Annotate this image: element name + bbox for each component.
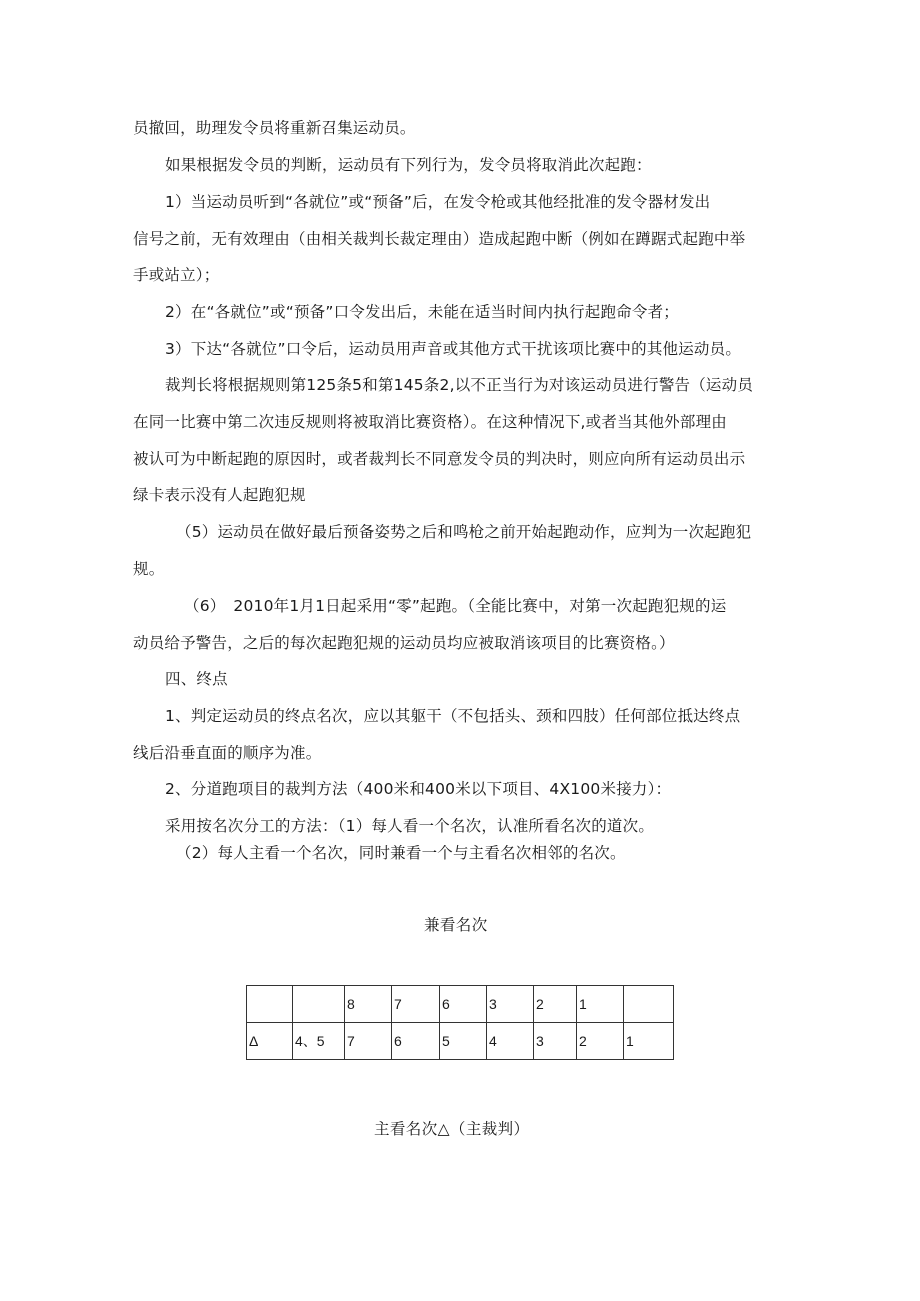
paragraph-line: 动员给予警告，之后的每次起跑犯规的运动员均应被取消该项目的比赛资格。） xyxy=(133,634,675,652)
paragraph-line: 手或站立）； xyxy=(133,266,220,284)
paragraph-line: 规。 xyxy=(133,560,165,578)
paragraph-line: 被认可为中断起跑的原因时，或者裁判长不同意发令员的判决时，则应向所有运动员出示 xyxy=(133,450,746,468)
table-cell: 3 xyxy=(534,1023,577,1060)
paragraph-line: 线后沿垂直面的顺序为准。 xyxy=(133,744,322,762)
paragraph-line: 裁判长将根据规则第125条5和第145条2,以不正当行为对该运动员进行警告（运动员 xyxy=(165,376,754,394)
paragraph-line: （2）每人主看一个名次，同时兼看一个与主看名次相邻的名次。 xyxy=(176,844,626,862)
table-cell: 2 xyxy=(534,986,577,1023)
table-cell: 4 xyxy=(487,1023,534,1060)
placement-table xyxy=(246,985,674,1060)
paragraph-line: （5）运动员在做好最后预备姿势之后和鸣枪之前开始起跑动作，应判为一次起跑犯 xyxy=(176,523,752,541)
table-cell: 2 xyxy=(577,1023,624,1060)
figure-bottom-caption: 主看名次△（主裁判） xyxy=(374,1120,530,1138)
table-cell: 3 xyxy=(487,986,534,1023)
paragraph-line: 员撤回，助理发令员将重新召集运动员。 xyxy=(133,119,416,137)
table-row xyxy=(247,986,674,1023)
table-cell: 1 xyxy=(577,986,624,1023)
paragraph-line: 信号之前，无有效理由（由相关裁判长裁定理由）造成起跑中断（例如在蹲踞式起跑中举 xyxy=(133,230,746,248)
table-cell xyxy=(247,986,293,1023)
paragraph-line: （6） 2010年1月1日起采用“零”起跑。（全能比赛中，对第一次起跑犯规的运 xyxy=(184,597,727,615)
paragraph-line: 1）当运动员听到“各就位”或“预备”后，在发令枪或其他经批准的发令器材发出 xyxy=(165,193,711,211)
section-heading: 四、终点 xyxy=(165,670,228,688)
paragraph-line: 3）下达“各就位”口令后，运动员用声音或其他方式干扰该项比赛中的其他运动员。 xyxy=(165,340,742,358)
table-cell: 6 xyxy=(440,986,487,1023)
table-cell: 7 xyxy=(392,986,440,1023)
paragraph-line: 采用按名次分工的方法：（1）每人看一个名次，认准所看名次的道次。 xyxy=(165,817,655,835)
paragraph-line: 如果根据发令员的判断，运动员有下列行为，发令员将取消此次起跑： xyxy=(165,156,652,174)
table-cell: 4、5 xyxy=(293,1023,345,1060)
paragraph-line: 1、判定运动员的终点名次，应以其躯干（不包括头、颈和四肢）任何部位抵达终点 xyxy=(165,707,741,725)
paragraph-line: 2）在“各就位”或“预备”口令发出后，未能在适当时间内执行起跑命令者； xyxy=(165,303,679,321)
table-cell xyxy=(624,986,674,1023)
figure-top-caption: 兼看名次 xyxy=(424,916,488,934)
table-cell: 8 xyxy=(345,986,392,1023)
table-cell: 1 xyxy=(624,1023,674,1060)
paragraph-line: 2、分道跑项目的裁判方法（400米和400米以下项目、4X100米接力）： xyxy=(165,780,672,798)
table-cell: Δ xyxy=(247,1023,293,1060)
paragraph-line: 在同一比赛中第二次违反规则将被取消比赛资格）。在这种情况下,或者当其他外部理由 xyxy=(133,413,727,431)
paragraph-line: 绿卡表示没有人起跑犯规 xyxy=(133,486,306,504)
table-cell xyxy=(293,986,345,1023)
table-row xyxy=(247,1023,674,1060)
table-cell: 5 xyxy=(440,1023,487,1060)
table-cell: 6 xyxy=(392,1023,440,1060)
table-cell: 7 xyxy=(345,1023,392,1060)
